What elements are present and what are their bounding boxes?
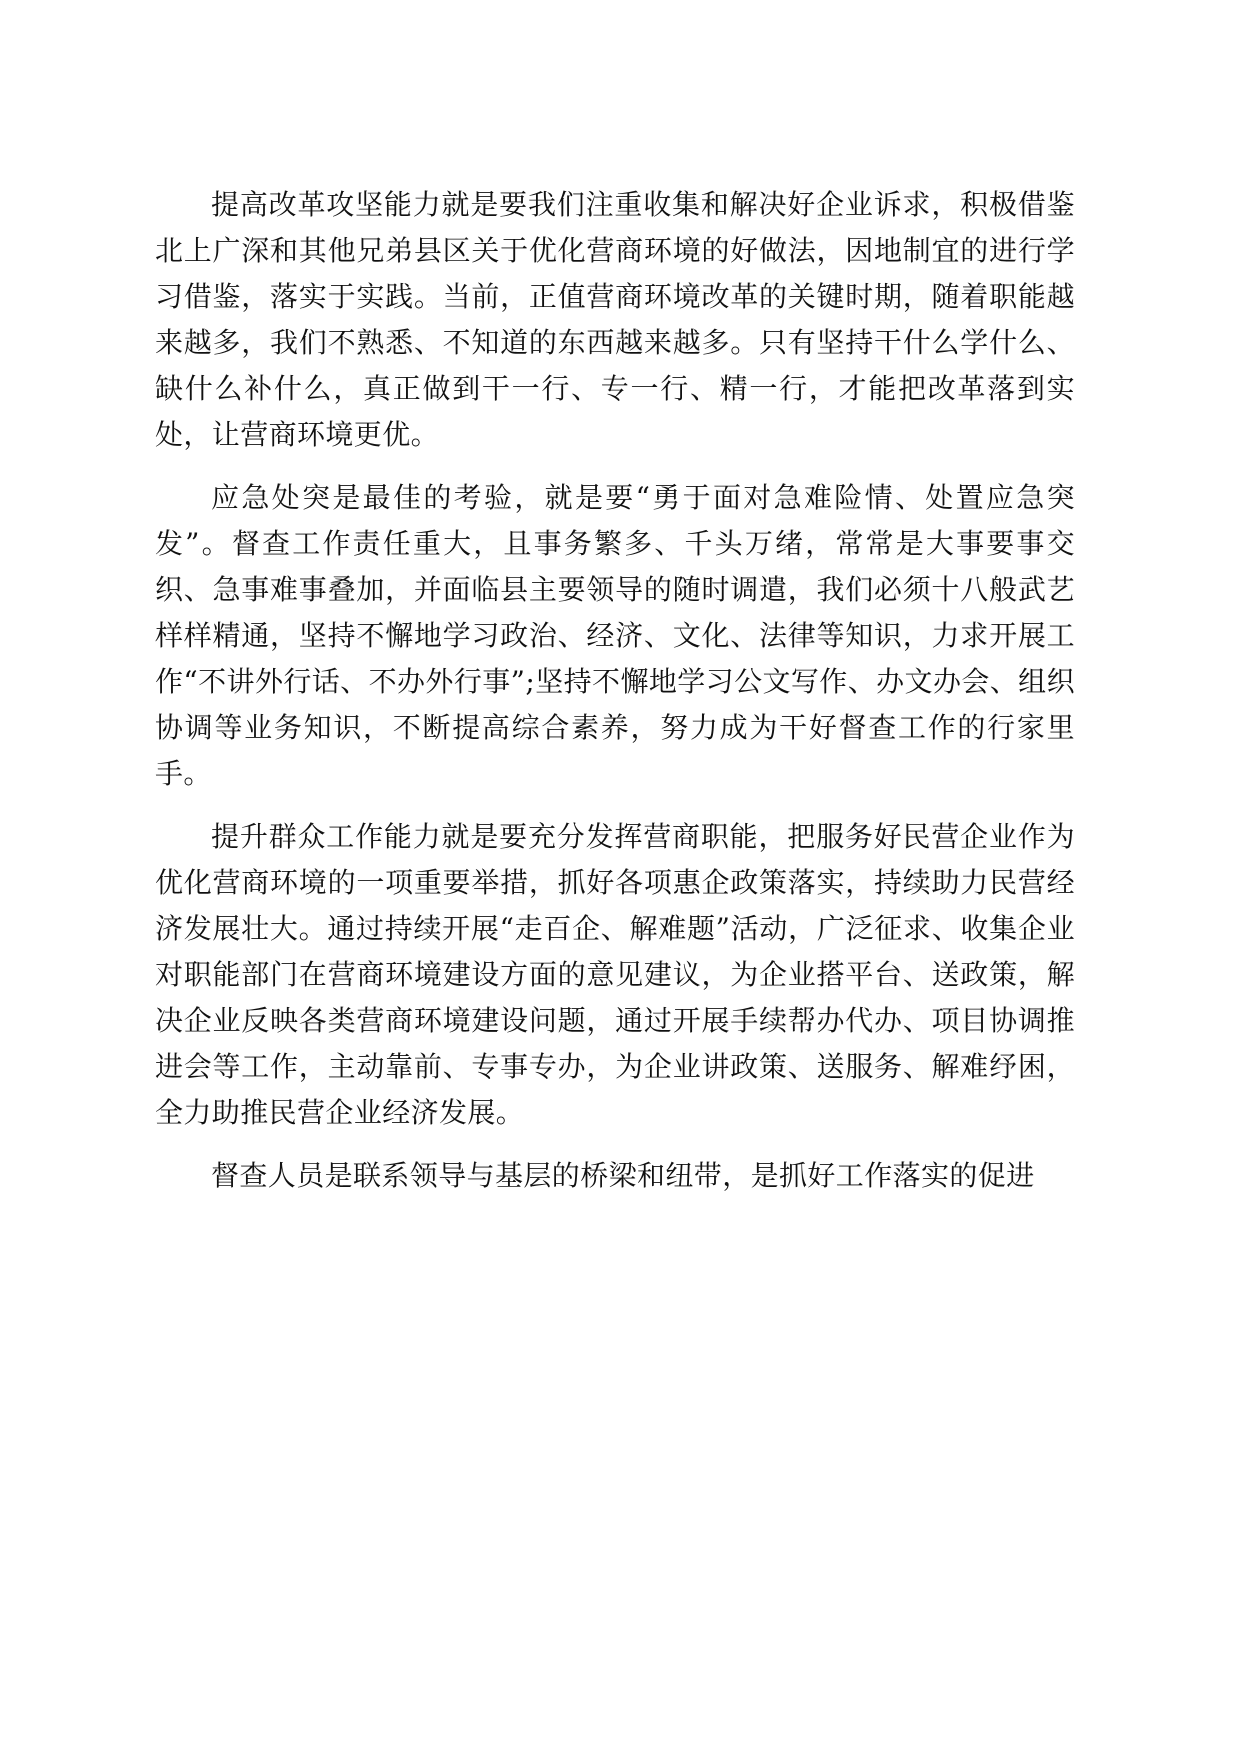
paragraph-emergency-response: 应急处突是最佳的考验，就是要“勇于面对急难险情、处置应急突发”。督查工作责任重大，且事务繁多、千头万绪，常常是大事要事交织、急事难事叠加，并面临县主要领导的随时调遣，我们必须十八般武艺样样精通，坚持不懈地学习政治、经济、文化、法律等知识，力求开展工作“不讲外行话、不办外行事”;坚持不懈地学习公文写作、办文办会、组织协调等业务知识，不断提高综合素养，努力成为干好督查工作的行家里手。: [155, 481, 1075, 790]
paragraph-mass-work-capability: 提升群众工作能力就是要充分发挥营商职能，把服务好民营企业作为优化营商环境的一项重要举措，抓好各项惠企政策落实，持续助力民营经济发展壮大。通过持续开展“走百企、解难题”活动，广泛征求、收集企业对职能部门在营商环境建设方面的意见建议，为企业搭平台、送政策，解决企业反映各类营商环境建设问题，通过开展手续帮办代办、项目协调推进会等工作，主动靠前、专事专办，为企业讲政策、送服务、解难纾困，全力助推民营企业经济发展。: [155, 820, 1075, 1129]
paragraph-reform-capability: 提高改革攻坚能力就是要我们注重收集和解决好企业诉求，积极借鉴北上广深和其他兄弟县区关于优化营商环境的好做法，因地制宜的进行学习借鉴，落实于实践。当前，正值营商环境改革的关键时期，随着职能越来越多，我们不熟悉、不知道的东西越来越多。只有坚持干什么学什么、缺什么补什么，真正做到干一行、专一行、精一行，才能把改革落到实处，让营商环境更优。: [155, 188, 1075, 451]
paragraph-supervisors-bridge: 督查人员是联系领导与基层的桥梁和纽带，是抓好工作落实的促进: [211, 1159, 1035, 1192]
document-body: [155, 182, 1075, 1216]
